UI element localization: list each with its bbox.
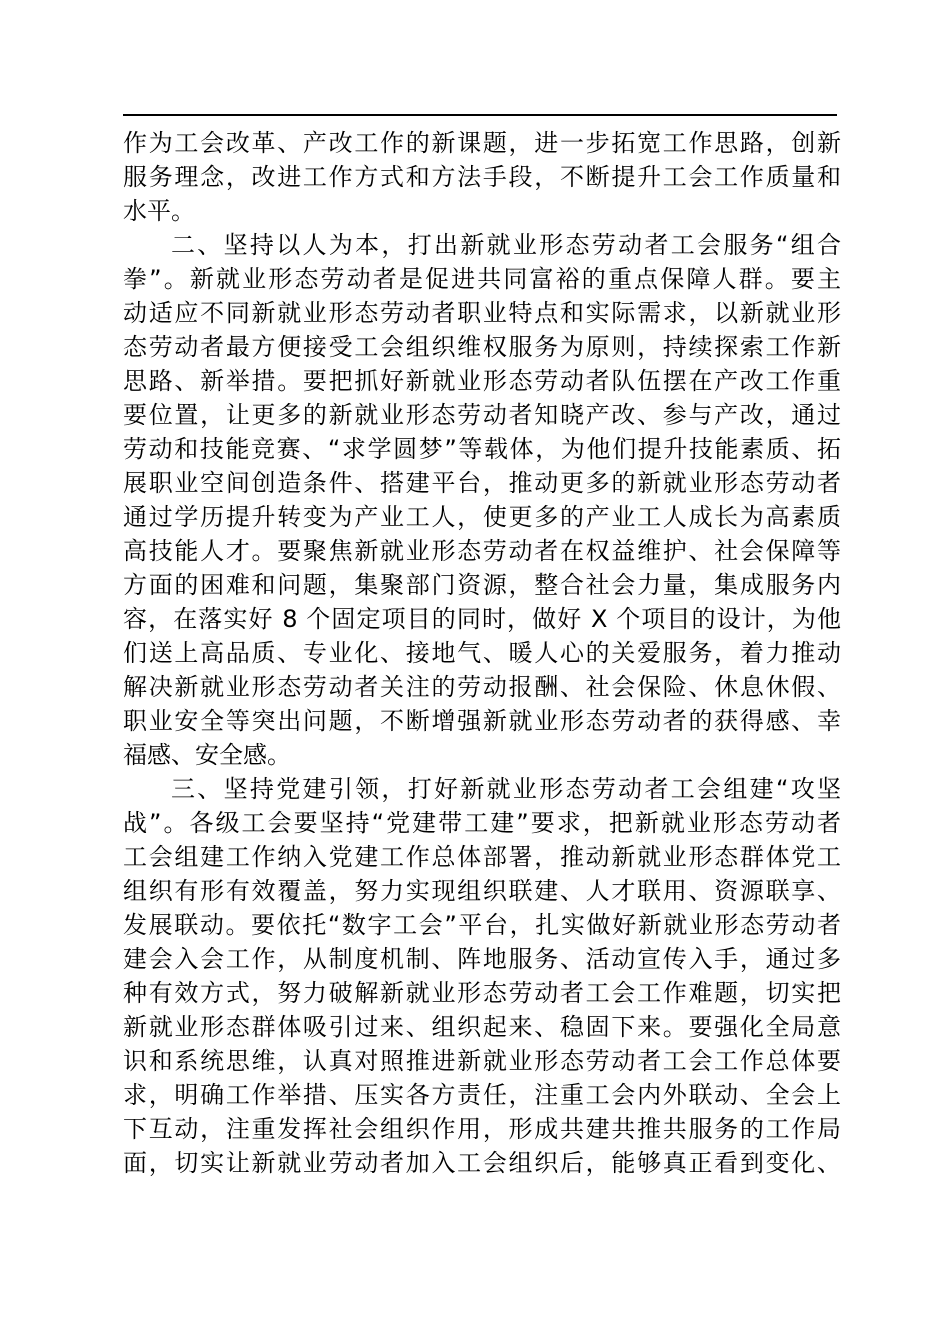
body-text bbox=[123, 126, 841, 1180]
text-line: 高技能人才。要聚焦新就业形态劳动者在权益维护、社会保障等 bbox=[123, 537, 841, 565]
text-line: 组织有形有效覆盖，努力实现组织联建、人才联用、资源联享、 bbox=[123, 877, 841, 905]
text-line: 作为工会改革、产改工作的新课题，进一步拓宽工作思路，创新 bbox=[123, 129, 841, 157]
text-line: 方面的困难和问题，集聚部门资源，整合社会力量，集成服务内 bbox=[123, 571, 841, 599]
text-line: 思路、新举措。要把抓好新就业形态劳动者队伍摆在产改工作重 bbox=[123, 367, 841, 395]
text-line: 工会组建工作纳入党建工作总体部署，推动新就业形态群体党工 bbox=[123, 843, 841, 871]
text-line: 面，切实让新就业劳动者加入工会组织后，能够真正看到变化、 bbox=[123, 1149, 841, 1177]
text-line: 求，明确工作举措、压实各方责任，注重工会内外联动、全会上 bbox=[123, 1081, 841, 1109]
text-line: 态劳动者最方便接受工会组织维权服务为原则，持续探索工作新 bbox=[123, 333, 841, 361]
section-heading-line: 二、坚持以人为本，打出新就业形态劳动者工会服务“组合 bbox=[171, 231, 841, 259]
text-line: 服务理念，改进工作方式和方法手段，不断提升工会工作质量和 bbox=[123, 163, 841, 191]
text-line: 职业安全等突出问题，不断增强新就业形态劳动者的获得感、幸 bbox=[123, 707, 841, 735]
text-line: 通过学历提升转变为产业工人，使更多的产业工人成长为高素质 bbox=[123, 503, 841, 531]
text-line: 新就业形态群体吸引过来、组织起来、稳固下来。要强化全局意 bbox=[123, 1013, 841, 1041]
header-rule bbox=[123, 114, 837, 116]
text-line: 福感、安全感。 bbox=[123, 741, 291, 769]
text-line: 发展联动。要依托“数字工会”平台，扎实做好新就业形态劳动者 bbox=[123, 911, 841, 939]
text-line: 动适应不同新就业形态劳动者职业特点和实际需求，以新就业形 bbox=[123, 299, 841, 327]
text-line: 水平。 bbox=[123, 197, 195, 225]
text-line: 解决新就业形态劳动者关注的劳动报酬、社会保险、休息休假、 bbox=[123, 673, 841, 701]
text-line: 战”。各级工会要坚持“党建带工建”要求，把新就业形态劳动者 bbox=[123, 809, 841, 837]
text-line: 建会入会工作，从制度机制、阵地服务、活动宣传入手，通过多 bbox=[123, 945, 841, 973]
text-line: 要位置，让更多的新就业形态劳动者知晓产改、参与产改，通过 bbox=[123, 401, 841, 429]
text-line: 展职业空间创造条件、搭建平台，推动更多的新就业形态劳动者 bbox=[123, 469, 841, 497]
text-line: 容，在落实好 8 个固定项目的同时，做好 X 个项目的设计，为他 bbox=[123, 605, 841, 633]
section-heading-line: 三、坚持党建引领，打好新就业形态劳动者工会组建“攻坚 bbox=[171, 775, 841, 803]
text-line: 劳动和技能竞赛、“求学圆梦”等载体，为他们提升技能素质、拓 bbox=[123, 435, 841, 463]
text-line: 拳”。新就业形态劳动者是促进共同富裕的重点保障人群。要主 bbox=[123, 265, 841, 293]
text-line: 识和系统思维，认真对照推进新就业形态劳动者工会工作总体要 bbox=[123, 1047, 841, 1075]
text-line: 下互动，注重发挥社会组织作用，形成共建共推共服务的工作局 bbox=[123, 1115, 841, 1143]
text-line: 们送上高品质、专业化、接地气、暖人心的关爱服务，着力推动 bbox=[123, 639, 841, 667]
text-line: 种有效方式，努力破解新就业形态劳动者工会工作难题，切实把 bbox=[123, 979, 841, 1007]
